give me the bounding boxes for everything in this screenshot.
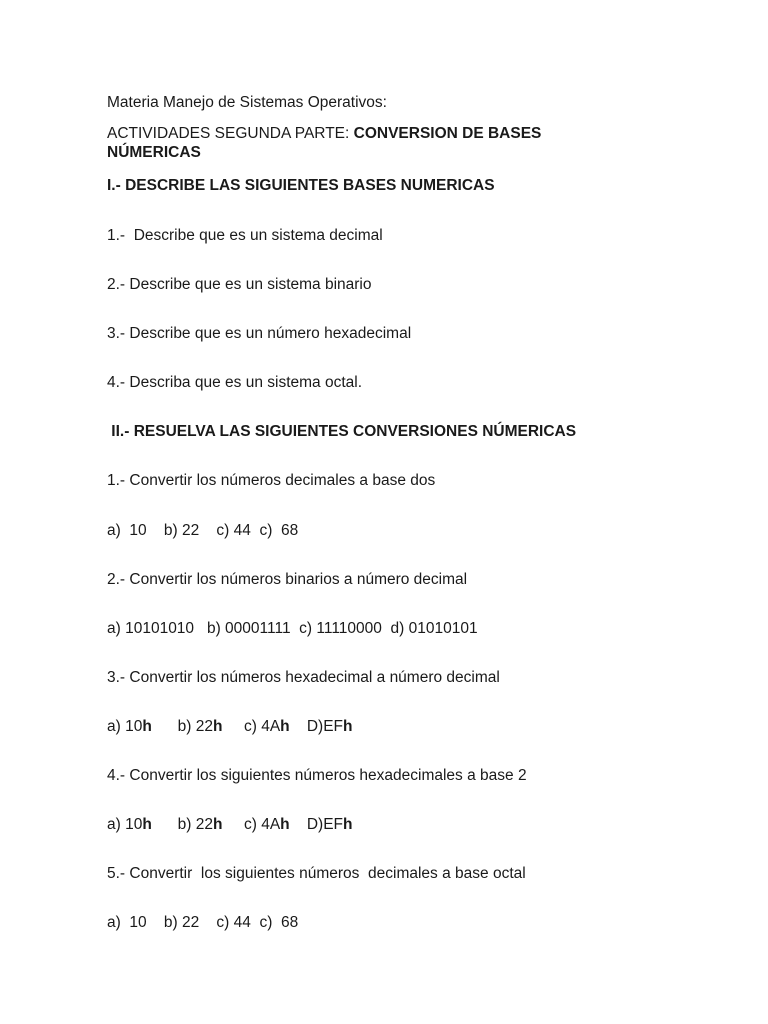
hex-suffix: h — [343, 718, 353, 735]
section1-item-3: 3.- Describe que es un número hexadecimal — [107, 325, 412, 342]
question-3: 3.- Convertir los números hexadecimal a número decimal — [107, 669, 500, 686]
activities-topic-line2: NÚMERICAS — [107, 144, 201, 161]
answer-text: b) 22 — [151, 816, 213, 833]
hex-suffix: h — [212, 816, 223, 833]
section1-item-4: 4.- Describa que es un sistema octal. — [107, 374, 363, 391]
answers-1: a) 10 b) 22 c) 44 c) 68 — [107, 522, 299, 539]
answer-text: a) 10 — [107, 816, 143, 833]
hex-suffix: h — [280, 816, 290, 833]
section1-item-2: 2.- Describe que es un sistema binario — [107, 276, 372, 293]
answer-text: D)EF — [289, 718, 344, 735]
activities-prefix: ACTIVIDADES SEGUNDA PARTE: — [107, 125, 354, 142]
subject-line: Materia Manejo de Sistemas Operativos: — [107, 94, 387, 111]
hex-suffix: h — [142, 718, 152, 735]
answer-text: b) 22 — [151, 718, 213, 735]
section2-heading: II.- RESUELVA LAS SIGUIENTES CONVERSIONES NÚMERICAS — [107, 423, 577, 440]
hex-suffix: h — [142, 816, 152, 833]
activities-topic-line1: CONVERSION DE BASES — [353, 125, 542, 142]
question-5: 5.- Convertir los siguientes números decimales a base octal — [107, 865, 526, 882]
question-4: 4.- Convertir los siguientes números hexadecimales a base 2 — [107, 767, 527, 784]
answers-3 — [107, 717, 353, 736]
answers-4 — [107, 815, 353, 834]
answers-2: a) 10101010 b) 00001111 c) 11110000 d) 01010101 — [107, 620, 478, 637]
question-1: 1.- Convertir los números decimales a base dos — [107, 472, 436, 489]
answer-text: D)EF — [289, 816, 344, 833]
hex-suffix: h — [280, 718, 290, 735]
question-2: 2.- Convertir los números binarios a número decimal — [107, 571, 468, 588]
hex-suffix: h — [343, 816, 353, 833]
section1-item-1: 1.- Describe que es un sistema decimal — [107, 227, 383, 244]
answer-text: a) 10 — [107, 718, 143, 735]
section1-heading: I.- DESCRIBE LAS SIGUIENTES BASES NUMERICAS — [107, 177, 495, 194]
answer-text: c) 4A — [222, 718, 281, 735]
answers-5: a) 10 b) 22 c) 44 c) 68 — [107, 914, 299, 931]
answer-text: c) 4A — [222, 816, 281, 833]
hex-suffix: h — [212, 718, 223, 735]
activities-title — [107, 124, 587, 162]
